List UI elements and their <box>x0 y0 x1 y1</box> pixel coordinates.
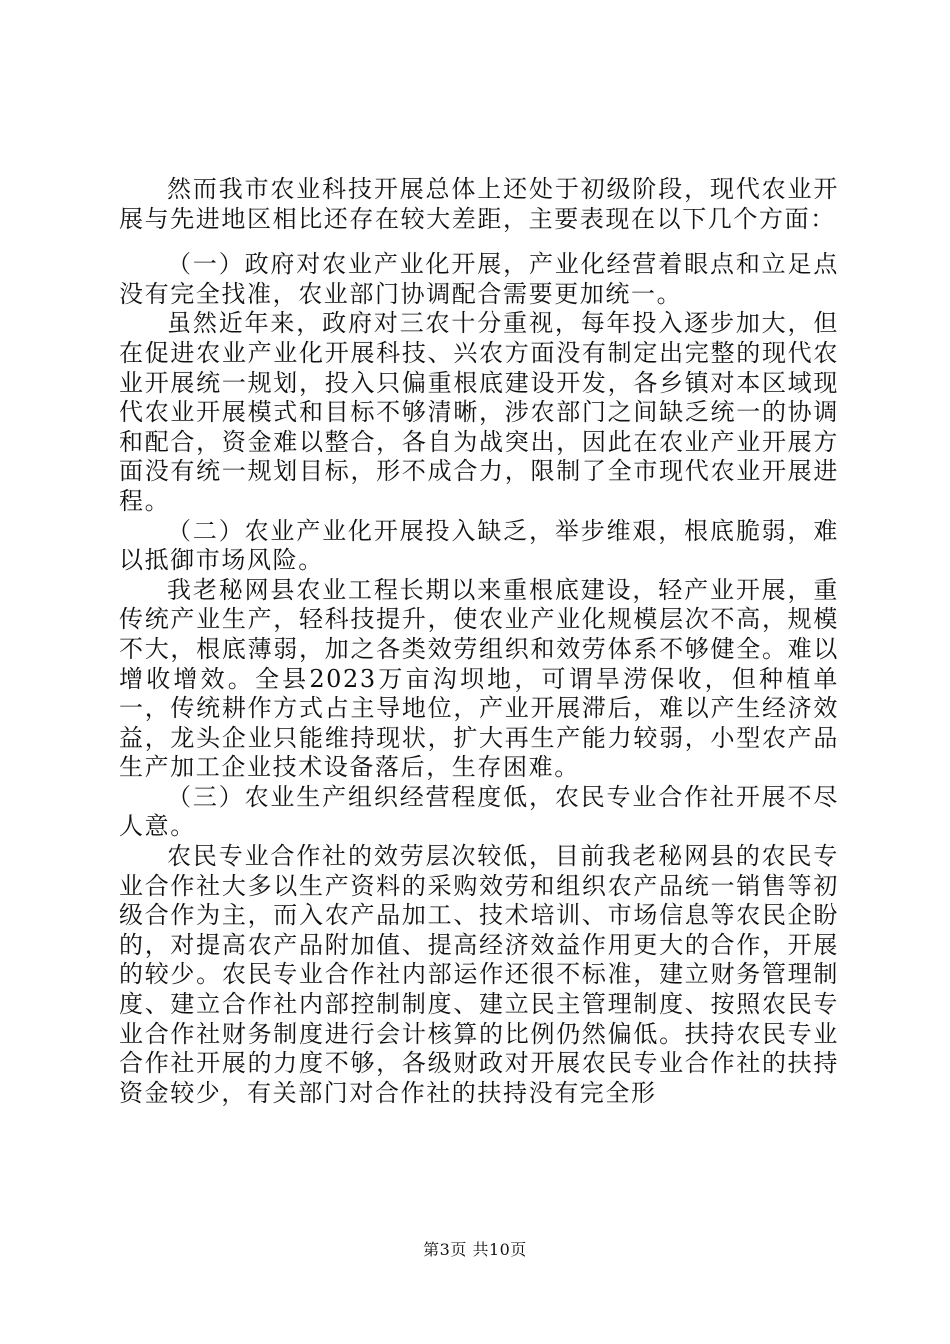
paragraph-section-2: 我老秘网县农业工程长期以来重根底建设，轻产业开展，重传统产业生产，轻科技提升，使农业产业化规模层次不高，规模不大，根底薄弱，加之各类效劳组织和效劳体系不够健全。难以增收增效。全县2023万亩沟坝地，可谓旱涝保收，但种植单一，传统耕作方式占主导地位，产业开展滞后，难以产生经济效益，龙头企业只能维持现状，扩大再生产能力较弱，小型农产品生产加工企业技术设备落后，生存困难。 <box>119 575 839 782</box>
document-body <box>119 175 839 1108</box>
section-heading-1: （一）政府对农业产业化开展，产业化经营着眼点和立足点没有完全找准，农业部门协调配合需要更加统一。 <box>119 250 839 308</box>
section-heading-3: （三）农业生产组织经营程度低，农民专业合作社开展不尽人意。 <box>119 782 839 841</box>
page-footer: 第3页 共10页 <box>423 1240 527 1259</box>
paragraph-gap <box>119 234 839 250</box>
paragraph-intro: 然而我市农业科技开展总体上还处于初级阶段，现代农业开展与先进地区相比还存在较大差距，主要表现在以下几个方面： <box>119 175 839 233</box>
section-heading-2: （二）农业产业化开展投入缺乏，举步维艰，根底脆弱，难以抵御市场风险。 <box>119 516 839 575</box>
paragraph-section-3: 农民专业合作社的效劳层次较低，目前我老秘网县的农民专业合作社大多以生产资料的采购效劳和组织农产品统一销售等初级合作为主，而入农产品加工、技术培训、市场信息等农民企盼的，对提高农产品附加值、提高经济效益作用更大的合作，开展的较少。农民专业合作社内部运作还很不标准，建立财务管理制度、建立合作社内部控制制度、建立民主管理制度、按照农民专业合作社财务制度进行会计核算的比例仍然偏低。扶持农民专业合作社开展的力度不够，各级财政对开展农民专业合作社的扶持资金较少，有关部门对合作社的扶持没有完全形 <box>119 842 839 1107</box>
paragraph-section-1: 虽然近年来，政府对三农十分重视，每年投入逐步加大，但在促进农业产业化开展科技、兴农方面没有制定出完整的现代农业开展统一规划，投入只偏重根底建设开发，各乡镇对本区域现代农业开展模式和目标不够清晰，涉农部门之间缺乏统一的协调和配合，资金难以整合，各自为战突出，因此在农业产业开展方面没有统一规划目标，形不成合力，限制了全市现代农业开展进程。 <box>119 309 839 515</box>
